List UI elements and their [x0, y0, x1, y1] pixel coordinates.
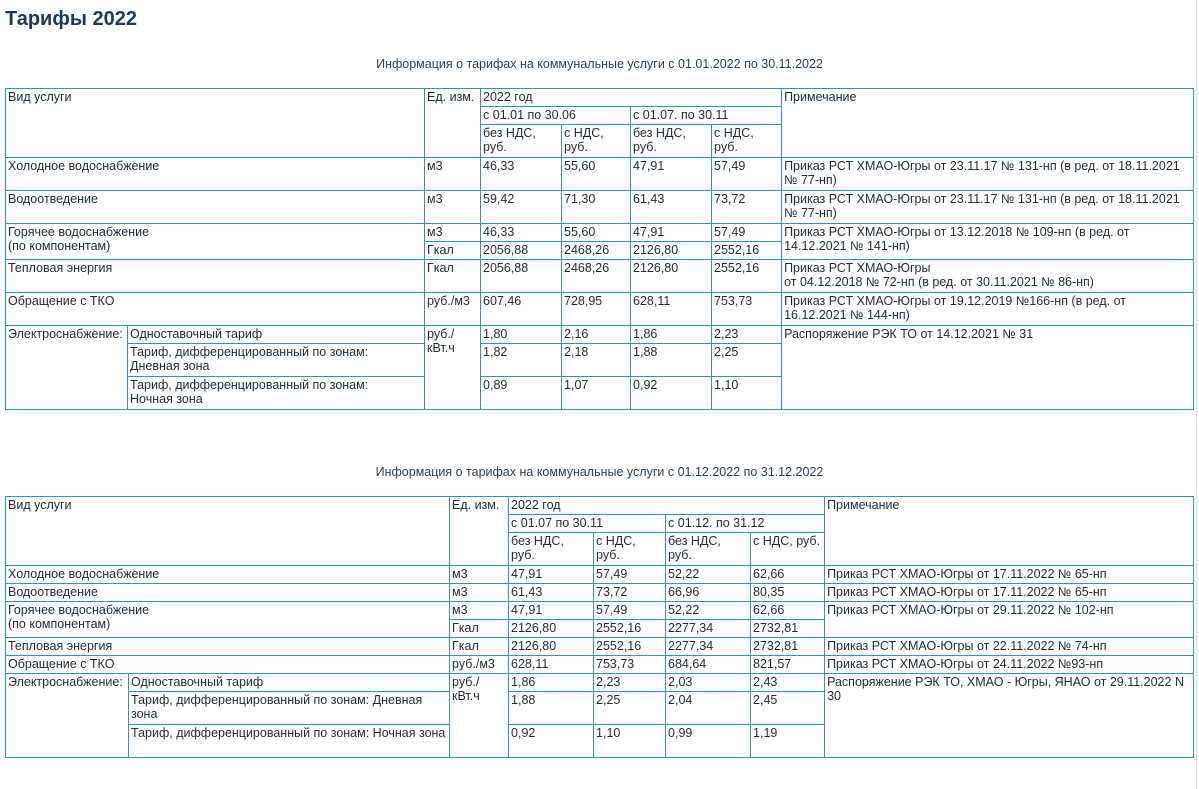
table-row	[6, 584, 1194, 602]
header-with-vat: с НДС, руб.	[712, 125, 782, 158]
tariff-value: 2126,80	[509, 638, 594, 656]
header-year: 2022 год	[509, 497, 825, 515]
table-row	[6, 602, 1194, 620]
tariff-value: 821,57	[751, 656, 825, 674]
note-cell: Приказ РСТ ХМАО-Югры от 17.11.2022 № 65-нп	[825, 584, 1194, 602]
service-name: Водоотведение	[6, 584, 450, 602]
tariff-value: 2126,80	[631, 260, 712, 293]
page-right-border	[1196, 0, 1197, 789]
tariff-value: 2,16	[562, 326, 631, 344]
tariff-value: 2277,34	[666, 620, 751, 638]
note-cell: Распоряжение РЭК ТО, ХМАО - Югры, ЯНАО от 29.11.2022 N 30	[825, 674, 1194, 758]
tariff-value: 0,89	[481, 377, 562, 410]
tariff-value: 628,11	[631, 293, 712, 326]
table-row	[6, 674, 1194, 692]
tariff-table-2	[5, 496, 1194, 758]
service-name: Обращение с ТКО	[6, 293, 425, 326]
note-cell: Приказ РСТ ХМАО-Югры от 19.12.2019 №166-нп (в ред. от 16.12.2021 № 144-нп)	[782, 293, 1194, 326]
tariff-subtype: Тариф, дифференцированный по зонам: Ночная зона	[128, 377, 425, 410]
table-row	[6, 566, 1194, 584]
header-note: Примечание	[825, 497, 1194, 566]
unit-cell: руб./ кВт.ч	[450, 674, 509, 758]
table-row	[6, 158, 1194, 191]
tariff-value: 57,49	[594, 602, 666, 620]
tariff-subtype: Тариф, дифференцированный по зонам: Дневная зона	[129, 692, 450, 725]
table-1-caption: Информация о тарифах на коммунальные услуги с 01.01.2022 по 30.11.2022	[376, 57, 823, 71]
tariff-value: 2,23	[712, 326, 782, 344]
tariff-value: 1,88	[631, 344, 712, 377]
tariff-value: 2552,16	[594, 638, 666, 656]
tariff-value: 47,91	[509, 566, 594, 584]
tariff-value: 2,04	[666, 692, 751, 725]
table-row	[6, 260, 1194, 293]
tariff-value: 47,91	[509, 602, 594, 620]
header-with-vat: с НДС, руб.	[751, 533, 825, 566]
tariff-subtype: Одноставочный тариф	[128, 326, 425, 344]
tariff-subtype: Одноставочный тариф	[129, 674, 450, 692]
tariff-value: 2056,88	[481, 260, 562, 293]
unit-cell: м3	[450, 602, 509, 620]
tariff-value: 2552,16	[712, 260, 782, 293]
tariff-value: 1,10	[594, 725, 666, 758]
service-name: Тепловая энергия	[6, 260, 425, 293]
tariff-value: 753,73	[712, 293, 782, 326]
tariff-value: 80,35	[751, 584, 825, 602]
header-note: Примечание	[782, 89, 1194, 158]
header-row	[6, 497, 1194, 515]
tariff-value: 684,64	[666, 656, 751, 674]
page-title: Тарифы 2022	[5, 8, 137, 30]
table-row	[6, 656, 1194, 674]
tariff-value: 2732,81	[751, 638, 825, 656]
header-unit: Ед. изм.	[450, 497, 509, 566]
tariff-value: 55,60	[562, 224, 631, 242]
tariff-value: 2,23	[594, 674, 666, 692]
tariff-value: 2552,16	[594, 620, 666, 638]
table-row	[6, 191, 1194, 224]
unit-cell: м3	[425, 158, 481, 191]
tariff-value: 61,43	[509, 584, 594, 602]
note-cell: Приказ РСТ ХМАО-Югры от 24.11.2022 №93-нп	[825, 656, 1194, 674]
tariff-table-1	[5, 88, 1194, 410]
tariff-value: 0,92	[631, 377, 712, 410]
tariff-value: 59,42	[481, 191, 562, 224]
tariff-value: 62,66	[751, 566, 825, 584]
note-cell: Приказ РСТ ХМАО-Югры от 29.11.2022 № 102-нп	[825, 602, 1194, 638]
unit-cell: руб./м3	[450, 656, 509, 674]
header-service: Вид услуги	[6, 497, 450, 566]
header-period-2: с 01.07. по 30.11	[631, 107, 782, 125]
tariff-value: 728,95	[562, 293, 631, 326]
table-row	[6, 638, 1194, 656]
header-unit: Ед. изм.	[425, 89, 481, 158]
tariff-value: 2,03	[666, 674, 751, 692]
tariff-value: 47,91	[631, 224, 712, 242]
tariff-value: 2,43	[751, 674, 825, 692]
header-year: 2022 год	[481, 89, 782, 107]
header-no-vat: без НДС, руб.	[631, 125, 712, 158]
service-name: Горячее водоснабжение (по компонентам)	[6, 602, 450, 638]
header-period-2: с 01.12. по 31.12	[666, 515, 825, 533]
tariff-value: 2732,81	[751, 620, 825, 638]
header-no-vat: без НДС, руб.	[481, 125, 562, 158]
unit-cell: руб./м3	[425, 293, 481, 326]
table-row	[6, 224, 1194, 242]
tariff-value: 2,18	[562, 344, 631, 377]
tariff-value: 57,49	[712, 224, 782, 242]
tariff-value: 1,80	[481, 326, 562, 344]
tariff-value: 1,19	[751, 725, 825, 758]
table-row	[6, 326, 1194, 344]
unit-cell: руб./ кВт.ч	[425, 326, 481, 410]
service-name: Обращение с ТКО	[6, 656, 450, 674]
note-cell: Приказ РСТ ХМАО-Югры от 23.11.17 № 131-нп (в ред. от 18.11.2021 № 77-нп)	[782, 158, 1194, 191]
tariff-value: 57,49	[594, 566, 666, 584]
header-service: Вид услуги	[6, 89, 425, 158]
header-with-vat: с НДС, руб.	[562, 125, 631, 158]
tariff-value: 73,72	[712, 191, 782, 224]
tariff-value: 57,49	[712, 158, 782, 191]
unit-cell: м3	[425, 224, 481, 242]
unit-cell: Гкал	[425, 260, 481, 293]
tariff-value: 52,22	[666, 602, 751, 620]
tariff-value: 0,92	[509, 725, 594, 758]
tariff-value: 1,86	[509, 674, 594, 692]
tariff-value: 46,33	[481, 224, 562, 242]
tariff-value: 2,45	[751, 692, 825, 725]
header-no-vat: без НДС, руб.	[666, 533, 751, 566]
tariff-value: 2126,80	[631, 242, 712, 260]
tariff-value: 1,88	[509, 692, 594, 725]
note-cell: Приказ РСТ ХМАО-Югры от 23.11.17 № 131-нп (в ред. от 18.11.2021 № 77-нп)	[782, 191, 1194, 224]
tariff-value: 2126,80	[509, 620, 594, 638]
tariff-value: 0,99	[666, 725, 751, 758]
tariff-value: 73,72	[594, 584, 666, 602]
note-cell: Распоряжение РЭК ТО от 14.12.2021 № 31	[782, 326, 1194, 410]
tariff-value: 46,33	[481, 158, 562, 191]
tariff-value: 1,10	[712, 377, 782, 410]
tariff-value: 47,91	[631, 158, 712, 191]
unit-cell: м3	[450, 584, 509, 602]
unit-cell: Гкал	[425, 242, 481, 260]
tariff-value: 2,25	[594, 692, 666, 725]
service-name: Электроснабжение:	[6, 326, 128, 410]
table-2-caption: Информация о тарифах на коммунальные услуги с 01.12.2022 по 31.12.2022	[375, 465, 824, 479]
service-name: Холодное водоснабжение	[6, 158, 425, 191]
tariff-value: 753,73	[594, 656, 666, 674]
note-cell: Приказ РСТ ХМАО-Югры от 04.12.2018 № 72-нп (в ред. от 30.11.2021 № 86-нп)	[782, 260, 1194, 293]
unit-cell: м3	[425, 191, 481, 224]
header-with-vat: с НДС, руб.	[594, 533, 666, 566]
table-row	[6, 293, 1194, 326]
service-name: Водоотведение	[6, 191, 425, 224]
tariff-value: 52,22	[666, 566, 751, 584]
tariff-value: 55,60	[562, 158, 631, 191]
unit-cell: Гкал	[450, 638, 509, 656]
tariff-value: 2468,26	[562, 260, 631, 293]
tariff-value: 66,96	[666, 584, 751, 602]
unit-cell: Гкал	[450, 620, 509, 638]
tariff-value: 1,86	[631, 326, 712, 344]
unit-cell: м3	[450, 566, 509, 584]
tariff-value: 1,82	[481, 344, 562, 377]
tariff-value: 2468,26	[562, 242, 631, 260]
tariff-value: 2552,16	[712, 242, 782, 260]
header-period-1: с 01.01 по 30.06	[481, 107, 631, 125]
tariff-value: 607,46	[481, 293, 562, 326]
tariff-value: 62,66	[751, 602, 825, 620]
tariff-value: 628,11	[509, 656, 594, 674]
header-no-vat: без НДС, руб.	[509, 533, 594, 566]
service-name: Тепловая энергия	[6, 638, 450, 656]
service-name: Холодное водоснабжение	[6, 566, 450, 584]
header-row	[6, 89, 1194, 107]
tariff-value: 2277,34	[666, 638, 751, 656]
tariff-subtype: Тариф, дифференцированный по зонам: Ночная зона	[129, 725, 450, 758]
header-period-1: с 01.07 по 30.11	[509, 515, 666, 533]
service-name: Электроснабжение:	[6, 674, 129, 758]
tariff-value: 1,07	[562, 377, 631, 410]
tariff-value: 2056,88	[481, 242, 562, 260]
note-cell: Приказ РСТ ХМАО-Югры от 17.11.2022 № 65-нп	[825, 566, 1194, 584]
tariff-value: 61,43	[631, 191, 712, 224]
tariff-value: 2,25	[712, 344, 782, 377]
tariff-subtype: Тариф, дифференцированный по зонам: Дневная зона	[128, 344, 425, 377]
note-cell: Приказ РСТ ХМАО-Югры от 13.12.2018 № 109-нп (в ред. от 14.12.2021 № 141-нп)	[782, 224, 1194, 260]
note-cell: Приказ РСТ ХМАО-Югры от 22.11.2022 № 74-нп	[825, 638, 1194, 656]
service-name: Горячее водоснабжение (по компонентам)	[6, 224, 425, 260]
tariff-value: 71,30	[562, 191, 631, 224]
